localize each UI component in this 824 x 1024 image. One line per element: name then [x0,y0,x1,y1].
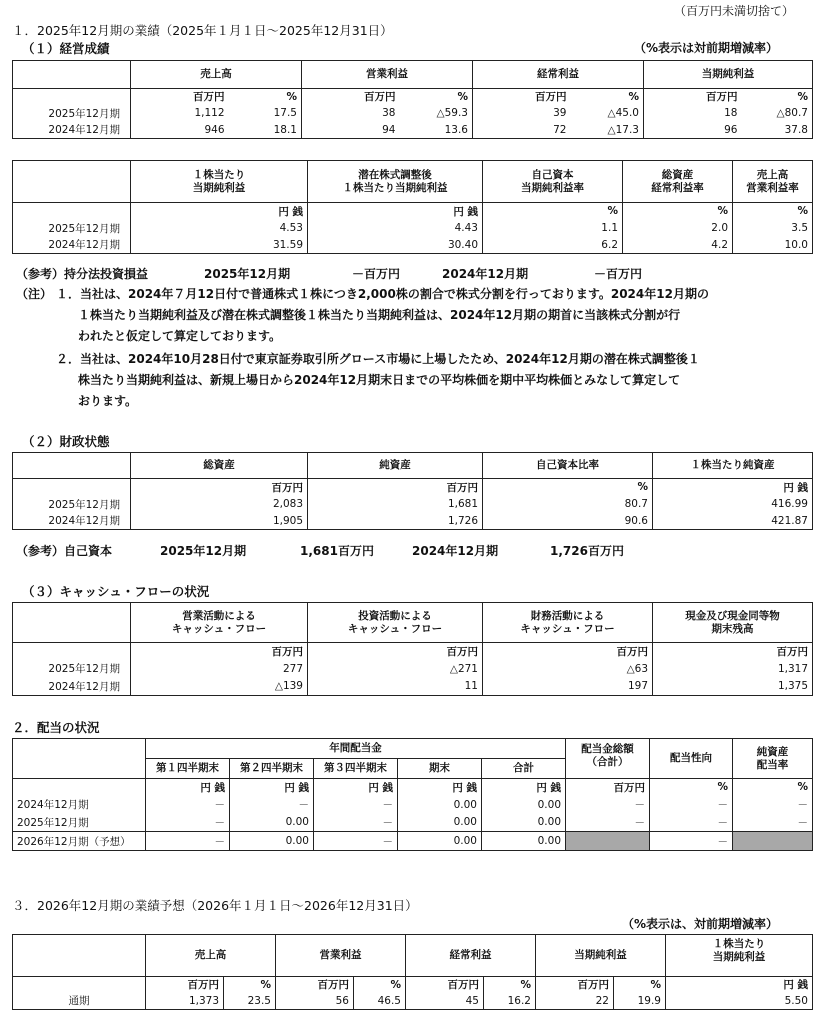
value-cell: 17.5 [229,105,302,122]
table-row [13,105,813,122]
shaded-cell [566,832,650,851]
header-equity-ratio: 自己資本比率 [483,453,653,479]
value-cell: △271 [308,660,483,678]
table-row [13,220,813,237]
row-label: 2025年12月期 [13,660,131,678]
value-cell: 1,375 [653,678,813,696]
value-cell: 4.53 [131,220,308,237]
operating-results-table [12,60,813,139]
table-row [13,122,813,139]
value-cell: 1,681 [308,496,483,513]
value-cell: 23.5 [224,993,276,1010]
header-forecast-operating-income: 営業利益 [276,935,406,977]
header-roe: 自己資本 当期純利益率 [483,161,623,203]
header-total-dividend: 配当金総額 （合計） [566,739,650,779]
unit-cell: % [742,89,813,105]
value-cell: 72 [473,122,571,139]
value-cell: － [314,814,398,832]
value-cell: 4.2 [623,237,733,254]
value-cell: 421.87 [653,513,813,530]
unit-cell: % [483,479,653,496]
value-cell: 1,112 [131,105,229,122]
unit-cell: % [400,89,473,105]
value-cell: － [650,832,733,851]
header-operating-income: 営業利益 [302,61,473,89]
note-2-line-2: 株当たり当期純利益は、新規上場日から2024年12月期末日までの平均株価を期中平均株価とみなして算定して [78,373,681,387]
header-bps: １株当たり純資産 [653,453,813,479]
note-1-line-1: １．当社は、2024年７月12日付で普通株式１株につき2,000株の割合で株式分割を行っております。2024年12月期の [56,287,709,301]
row-label: 2025年12月期 [13,105,131,122]
header-year-end: 期末 [398,759,482,779]
value-cell: 31.59 [131,237,308,254]
unit-cell: 円 銭 [653,479,813,496]
value-cell: 0.00 [398,814,482,832]
header-total-assets: 総資産 [131,453,308,479]
unit-cell: 円 銭 [314,779,398,796]
value-cell: 80.7 [483,496,653,513]
unit-cell: 円 銭 [308,203,483,220]
financial-position-title: （２）財政状態 [22,434,110,449]
per-share-table [12,160,813,254]
unit-cell: 円 銭 [230,779,314,796]
forecast-pct-note: （%表示は、対前期増減率） [622,917,779,931]
unit-cell: % [571,89,644,105]
note-1-line-2: １株当たり当期純利益及び潜在株式調整後１株当たり当期純利益は、2024年12月期の期首に当該株式分割が行 [78,308,681,322]
unit-cell: % [354,977,406,993]
value-cell: 2,083 [131,496,308,513]
value-cell: 19.9 [614,993,666,1010]
table-row [13,237,813,254]
unit-cell: 円 銭 [131,203,308,220]
row-label: 2024年12月期 [13,237,131,254]
value-cell: 18 [644,105,742,122]
value-cell: 0.00 [230,832,314,851]
value-cell: 1,726 [308,513,483,530]
value-cell: △80.7 [742,105,813,122]
value-cell: － [146,832,230,851]
unit-cell: % [614,977,666,993]
value-cell: 4.43 [308,220,483,237]
value-cell: 1,373 [146,993,224,1010]
unit-cell: % [229,89,302,105]
equity-method-period-2: 2024年12月期 [442,267,529,281]
header-q3: 第３四半期末 [314,759,398,779]
value-cell: 0.00 [482,796,566,814]
unit-cell: 百万円 [483,643,653,660]
unit-cell: 百万円 [146,977,224,993]
value-cell: 5.50 [666,993,813,1010]
header-forecast-net-income: 当期純利益 [536,935,666,977]
equity-method-value-1: －百万円 [352,267,401,281]
header-diluted-eps: 潜在株式調整後 １株当たり当期純利益 [308,161,483,203]
row-label: 2024年12月期 [13,796,146,814]
header-forecast-sales: 売上高 [146,935,276,977]
value-cell: 45 [406,993,484,1010]
equity-value-1: 1,681百万円 [300,544,374,558]
equity-period-1: 2025年12月期 [160,544,247,558]
value-cell: － [314,796,398,814]
unit-cell: 百万円 [653,643,813,660]
value-cell: 30.40 [308,237,483,254]
value-cell: 277 [131,660,308,678]
header-cash-balance: 現金及び現金同等物 期末残高 [653,603,813,643]
header-eps: １株当たり 当期純利益 [131,161,308,203]
value-cell: － [650,796,733,814]
table-row [13,993,813,1010]
value-cell: 0.00 [398,796,482,814]
unit-cell: % [733,779,813,796]
unit-cell: % [623,203,733,220]
value-cell: 1,905 [131,513,308,530]
value-cell: 416.99 [653,496,813,513]
row-label: 通期 [13,993,146,1010]
row-label: 2026年12月期（予想） [13,832,146,851]
value-cell: 3.5 [733,220,813,237]
value-cell: － [314,832,398,851]
table-row [13,496,813,513]
header-q1: 第１四半期末 [146,759,230,779]
value-cell: 946 [131,122,229,139]
value-cell: △59.3 [400,105,473,122]
value-cell: 10.0 [733,237,813,254]
value-cell: 1,317 [653,660,813,678]
header-forecast-ordinary-income: 経常利益 [406,935,536,977]
value-cell: － [566,814,650,832]
dividends-table [12,738,813,851]
equity-method-period-1: 2025年12月期 [204,267,291,281]
unit-cell: % [650,779,733,796]
forecast-title: ３．2026年12月期の業績予想（2026年１月１日～2026年12月31日） [12,898,418,913]
table-row [13,832,813,851]
pct-note: （%表示は対前期増減率） [634,41,779,55]
unit-note: （百万円未満切捨て） [674,4,795,18]
value-cell: － [650,814,733,832]
equity-value-2: 1,726百万円 [550,544,624,558]
unit-cell: 円 銭 [146,779,230,796]
header-q2: 第２四半期末 [230,759,314,779]
unit-cell: 百万円 [308,479,483,496]
value-cell: 18.1 [229,122,302,139]
equity-period-2: 2024年12月期 [412,544,499,558]
operating-results-title: （１）経営成績 [22,41,110,56]
row-label: 2024年12月期 [13,122,131,139]
value-cell: 0.00 [398,832,482,851]
financial-position-table [12,452,813,530]
row-label: 2024年12月期 [13,678,131,696]
section1-title: １．2025年12月期の業績（2025年１月１日～2025年12月31日） [12,23,393,38]
header-investing-cf: 投資活動による キャッシュ・フロー [308,603,483,643]
unit-cell: 百万円 [308,643,483,660]
row-label: 2025年12月期 [13,496,131,513]
value-cell: － [733,796,813,814]
notes-head: （注） [16,287,53,301]
header-payout-ratio: 配当性向 [650,739,733,779]
unit-cell: 百万円 [536,977,614,993]
value-cell: 0.00 [482,832,566,851]
value-cell: 94 [302,122,400,139]
equity-ref-label: （参考）自己資本 [16,544,113,558]
header-roa: 総資産 経常利益率 [623,161,733,203]
header-sales: 売上高 [131,61,302,89]
table-row [13,660,813,678]
cash-flow-table [12,602,813,696]
unit-cell: 百万円 [131,89,229,105]
unit-cell: 百万円 [473,89,571,105]
header-net-income: 当期純利益 [644,61,813,89]
value-cell: 16.2 [484,993,536,1010]
value-cell: 39 [473,105,571,122]
header-net-assets: 純資産 [308,453,483,479]
value-cell: 13.6 [400,122,473,139]
header-total: 合計 [482,759,566,779]
dividends-title: ２．配当の状況 [12,720,100,735]
unit-cell: % [484,977,536,993]
value-cell: 22 [536,993,614,1010]
row-label: 2024年12月期 [13,513,131,530]
unit-cell: 百万円 [131,643,308,660]
row-label: 2025年12月期 [13,220,131,237]
value-cell: 46.5 [354,993,406,1010]
value-cell: 0.00 [482,814,566,832]
unit-cell: % [224,977,276,993]
unit-cell: 百万円 [644,89,742,105]
unit-cell: 円 銭 [482,779,566,796]
header-doe: 純資産 配当率 [733,739,813,779]
unit-cell: 百万円 [276,977,354,993]
value-cell: 11 [308,678,483,696]
equity-method-value-2: －百万円 [594,267,643,281]
value-cell: △63 [483,660,653,678]
value-cell: 56 [276,993,354,1010]
value-cell: 0.00 [230,814,314,832]
note-2-line-3: おります。 [78,394,138,408]
value-cell: 90.6 [483,513,653,530]
value-cell: － [146,796,230,814]
value-cell: △45.0 [571,105,644,122]
header-operating-margin: 売上高 営業利益率 [733,161,813,203]
unit-cell: 円 銭 [666,977,813,993]
value-cell: － [146,814,230,832]
table-row [13,678,813,696]
value-cell: △139 [131,678,308,696]
table-row [13,814,813,832]
equity-method-ref-label: （参考）持分法投資損益 [16,267,149,281]
header-annual-dividend: 年間配当金 [146,739,566,759]
cash-flow-title: （３）キャッシュ・フローの状況 [22,584,210,599]
row-label: 2025年12月期 [13,814,146,832]
header-ordinary-income: 経常利益 [473,61,644,89]
unit-cell: 円 銭 [398,779,482,796]
shaded-cell [733,832,813,851]
value-cell: 96 [644,122,742,139]
value-cell: 38 [302,105,400,122]
forecast-table [12,934,813,1010]
header-operating-cf: 営業活動による キャッシュ・フロー [131,603,308,643]
header-forecast-eps: １株当たり 当期純利益 [666,935,813,977]
unit-cell: 百万円 [406,977,484,993]
value-cell: △17.3 [571,122,644,139]
value-cell: 1.1 [483,220,623,237]
value-cell: 37.8 [742,122,813,139]
unit-cell: % [483,203,623,220]
value-cell: － [733,814,813,832]
value-cell: 2.0 [623,220,733,237]
value-cell: 197 [483,678,653,696]
header-financing-cf: 財務活動による キャッシュ・フロー [483,603,653,643]
unit-cell: % [733,203,813,220]
value-cell: － [230,796,314,814]
value-cell: 6.2 [483,237,623,254]
unit-cell: 百万円 [566,779,650,796]
note-1-line-3: われたと仮定して算定しております。 [78,329,282,343]
unit-cell: 百万円 [302,89,400,105]
table-row [13,513,813,530]
value-cell: － [566,796,650,814]
note-2-line-1: ２．当社は、2024年10月28日付で東京証券取引所グロース市場に上場したため、2024年12月期の潜在株式調整後１ [56,352,700,366]
table-row [13,796,813,814]
unit-cell: 百万円 [131,479,308,496]
